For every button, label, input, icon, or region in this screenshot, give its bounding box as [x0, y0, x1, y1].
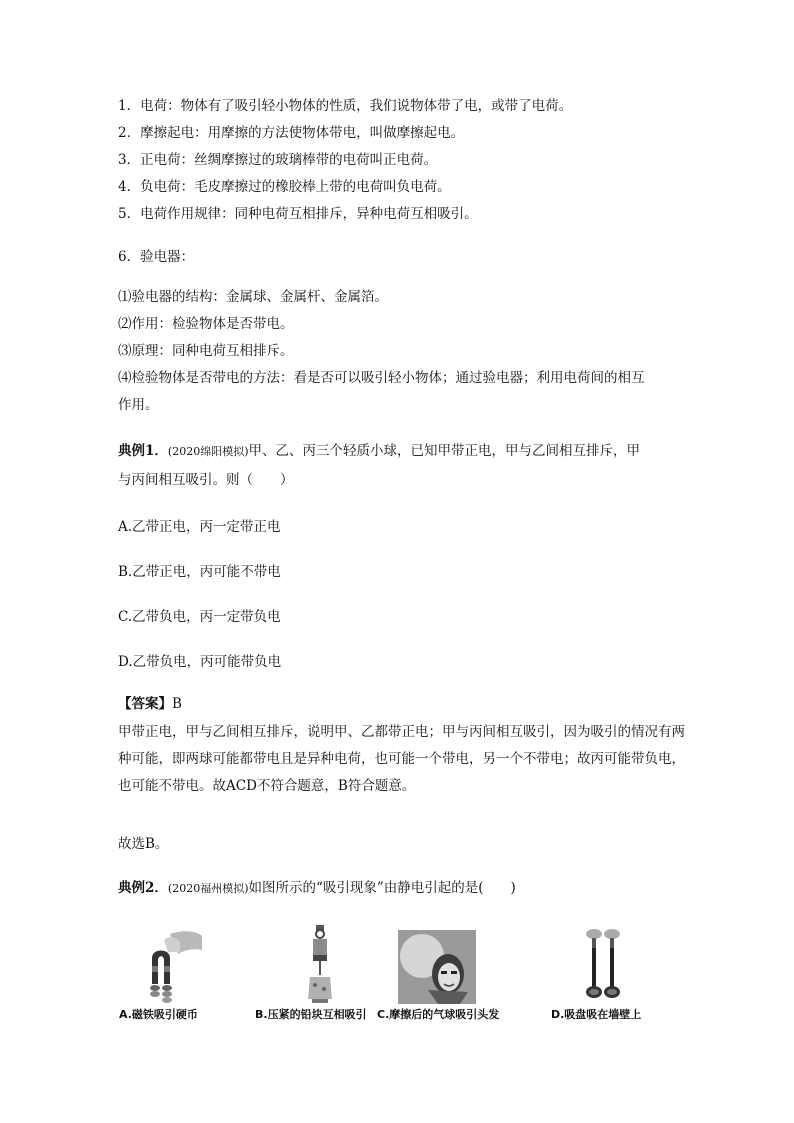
caption-c: C.摩擦后的气球吸引头发: [377, 1008, 500, 1021]
definition-4: 4．负电荷：毛皮摩擦过的橡胶棒上带的电荷叫负电荷。: [118, 179, 451, 195]
example2-label: 典例2．: [118, 880, 168, 896]
definition-2: 2．摩擦起电：用摩擦的方法使物体带电，叫做摩擦起电。: [118, 125, 465, 141]
example1-option-b: B.乙带正电，丙可能不带电: [118, 564, 281, 580]
definition-3: 3．正电荷：丝绸摩擦过的玻璃棒带的电荷叫正电荷。: [118, 152, 438, 168]
example2-source: (2020福州模拟): [167, 882, 249, 895]
example1-question-text: 甲、乙、丙三个轻质小球，已知甲带正电，甲与乙间相互排斥，甲: [248, 443, 640, 459]
example1-question-line2: 与丙间相互吸引。则（ ）: [118, 472, 294, 488]
caption-d: D.吸盘吸在墙壁上: [551, 1008, 642, 1021]
example1-option-a: A.乙带正电，丙一定带正电: [118, 519, 281, 535]
electroscope-item-3: ⑶原理：同种电荷互相排斥。: [118, 343, 294, 359]
caption-b: B.压紧的铅块互相吸引: [255, 1008, 367, 1021]
example1-conclusion: 故选B。: [118, 836, 169, 852]
electroscope-heading: 6．验电器：: [118, 249, 195, 265]
definition-5: 5．电荷作用规律：同种电荷互相排斥，异种电荷互相吸引。: [118, 206, 478, 222]
example1-explanation: 甲带正电，甲与乙间相互排斥，说明甲、乙都带正电；甲与丙间相互吸引，因为吸引的情况有两种可能，即两球可能都带电且是异种电荷，也可能一个带电，另一个不带电；故丙可能带负电，也可能不带电。故ACD不符合题意，B符合题意。: [118, 724, 685, 794]
example1-question-line1: [118, 441, 640, 462]
example2-question: [118, 878, 516, 899]
electroscope-item-1: ⑴验电器的结构：金属球、金属杆、金属箔。: [118, 289, 388, 305]
magnet-coins-image: [140, 928, 204, 1004]
definition-1: 1．电荷：物体有了吸引轻小物体的性质，我们说物体带了电，或带了电荷。: [118, 98, 573, 114]
electroscope-item-2: ⑵作用：检验物体是否带电。: [118, 316, 294, 332]
answer-value: B: [172, 696, 182, 712]
caption-a: A.磁铁吸引硬币: [119, 1008, 198, 1021]
lead-blocks-image: [300, 925, 340, 1005]
electroscope-item-4: ⑷检验物体是否带电的方法：看是否可以吸引轻小物体；通过验电器；利用电荷间的相互: [118, 370, 645, 386]
example1-option-c: C.乙带负电，丙一定带负电: [118, 609, 281, 625]
answer-label: 【答案】: [118, 696, 172, 712]
suction-cups-image: [582, 926, 626, 1006]
example1-source: (2020绵阳模拟): [167, 445, 249, 458]
electroscope-item-4-cont: 作用。: [118, 397, 159, 413]
example1-option-d: D.乙带负电，丙可能带负电: [118, 654, 282, 670]
example1-label: 典例1．: [118, 443, 168, 459]
example1-answer: [118, 694, 182, 714]
balloon-hair-image: [398, 930, 476, 1004]
example2-question-text: 如图所示的“吸引现象”由静电引起的是( ): [248, 880, 516, 896]
